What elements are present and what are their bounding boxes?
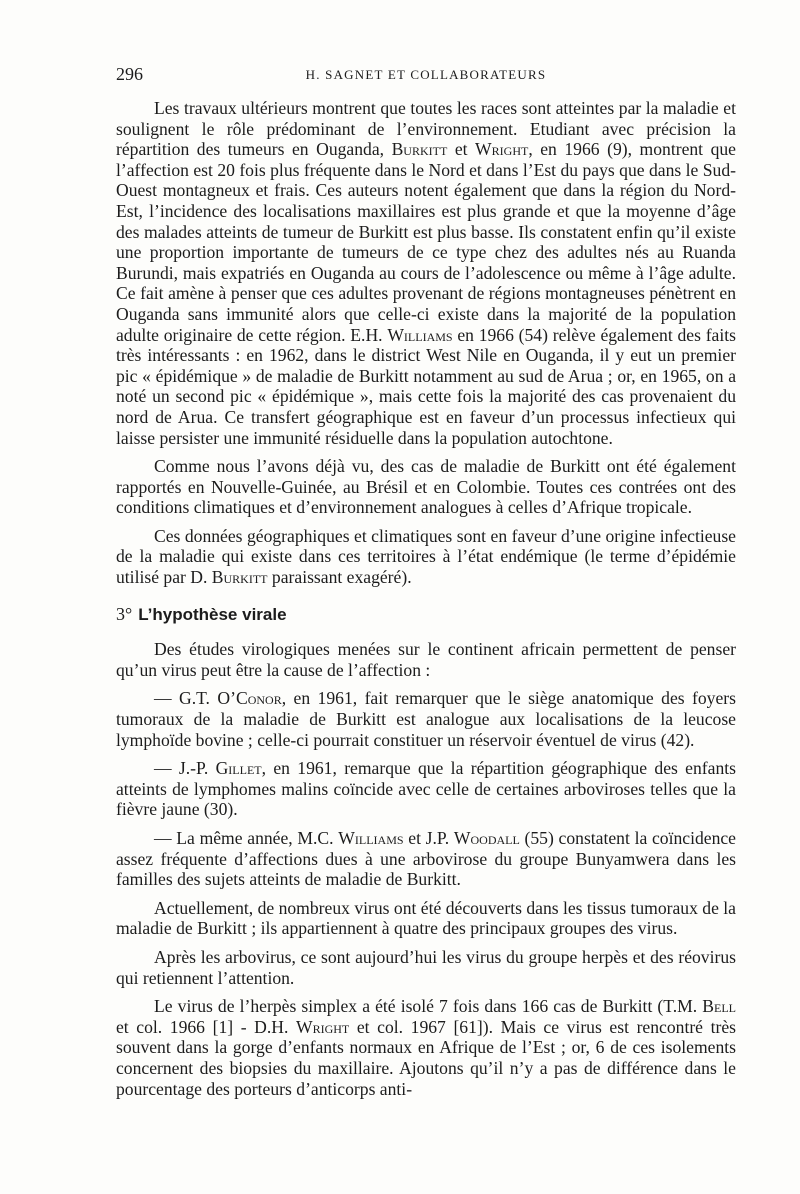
paragraph: Le virus de l’herpès simplex a été isolé 7 fois dans 166 cas de Burkitt (T.M. Bell et col. 1966 [1] - D.H. Wright et col. 1967 [61]). Mais ce virus est rencontré très souvent dans la gorge d’enfants normaux en Afrique de l’Est ; or, 6 de ces isolements concernent des biopsies du maxillaire. Ajoutons qu’il n’y a pas de différence dans le pourcentage des porteurs d’anticorps anti- (116, 996, 736, 1099)
body-text (116, 98, 736, 1107)
author-name: Burkitt (391, 139, 448, 160)
paragraph: — G.T. O’Conor, en 1961, fait remarquer que le siège anatomique des foyers tumoraux de la maladie de Burkitt est analogue aux localisations de la leucose lymphoïde bovine ; celle-ci pourrait constituer un réservoir éventuel de virus (42). (116, 688, 736, 750)
page-header (116, 64, 736, 88)
author-name: O’Conor (217, 688, 282, 709)
paragraph: Comme nous l’avons déjà vu, des cas de maladie de Burkitt ont été également rapportés en Nouvelle-Guinée, au Brésil et en Colombie. Toutes ces contrées ont des conditions climatiques et d’environnement analogues à celles d’Afrique tropicale. (116, 456, 736, 518)
author-name: Woodall (453, 828, 520, 848)
author-name: Gillet (215, 758, 262, 779)
paragraph: Après les arbovirus, ce sont aujourd’hui les virus du groupe herpès et des réovirus qui retiennent l’attention. (116, 946, 736, 988)
paragraph: — J.-P. Gillet, en 1961, remarque que la répartition géographique des enfants atteints de lymphomes malins coïncide avec celle de certaines arboviroses telles que la fièvre jaune (30). (116, 758, 736, 820)
section-number: 3° (116, 603, 133, 624)
author-name: Bell (702, 996, 736, 1017)
running-head: H. SAGNET ET COLLABORATEURS (305, 67, 547, 82)
section-heading (116, 604, 736, 626)
author-name: Williams (338, 828, 404, 848)
paragraph: Ces données géographiques et climatiques sont en faveur d’une origine infectieuse de la maladie qui existe dans ces territoires à l’état endémique (le terme d’épidémie utilisé par D. Burkitt paraissant exagéré). (116, 525, 736, 588)
page-number: 296 (116, 64, 143, 84)
paragraph: Les travaux ultérieurs montrent que toutes les races sont atteintes par la maladie et soulignent le rôle prédominant de l’environnement. Etudiant avec précision la répartition des tumeurs en Ouganda, Burkitt et Wright, en 1966 (9), montrent que l’affection est 20 fois plus fréquente dans le Nord et dans l’Est du pays que dans le Sud-Ouest montagneux et frais. Ces auteurs notent également que dans la région du Nord-Est, l’incidence des localisations maxillaires est plus grande et que la moyenne d’âge des malades atteints de tumeur de Burkitt est plus basse. Ils constatent enfin qu’il existe une proportion importante de tumeurs de ce type chez des adultes nés au Ruanda Burundi, mais expatriés en Ouganda au cours de l’adolescence ou même à l’âge adulte. Ce fait amène à penser que ces adultes provenant de régions montagneuses pénètrent en Ouganda sans immunité alors que celle-ci existe dans la majorité de la population adulte originaire de cette région. E.H. Williams en 1966 (54) relève également des faits très intéressants : en 1962, dans le district West Nile en Ouganda, il y eut un premier pic « épidémique » de maladie de Burkitt notamment au sud de Arua ; or, en 1965, on a noté un second pic « épidémique », mais cette fois la majorité des cas provenaient du nord de Arua. Ce transfert géographique est en faveur d’un processus infectieux qui laisse persister une immunité résiduelle dans la population autochtone. (116, 98, 736, 448)
author-name: Williams (387, 324, 453, 345)
author-name: Wright (295, 1016, 350, 1037)
author-name: Wright (475, 139, 529, 160)
author-name: Burkitt (211, 567, 268, 588)
section-title: L’hypothèse virale (138, 604, 287, 624)
paragraph: Des études virologiques menées sur le continent africain permettent de penser qu’un virus peut être la cause de l’affection : (116, 639, 736, 680)
paragraph: — La même année, M.C. Williams et J.P. Woodall (55) constatent la coïncidence assez fréquente d’affections dues à une arbovirose du groupe Bunyamwera dans les familles des sujets atteints de maladie de Burkitt. (116, 828, 736, 890)
paragraph: Actuellement, de nombreux virus ont été découverts dans les tissus tumoraux de la maladie de Burkitt ; ils appartiennent à quatre des principaux groupes des virus. (116, 897, 736, 939)
